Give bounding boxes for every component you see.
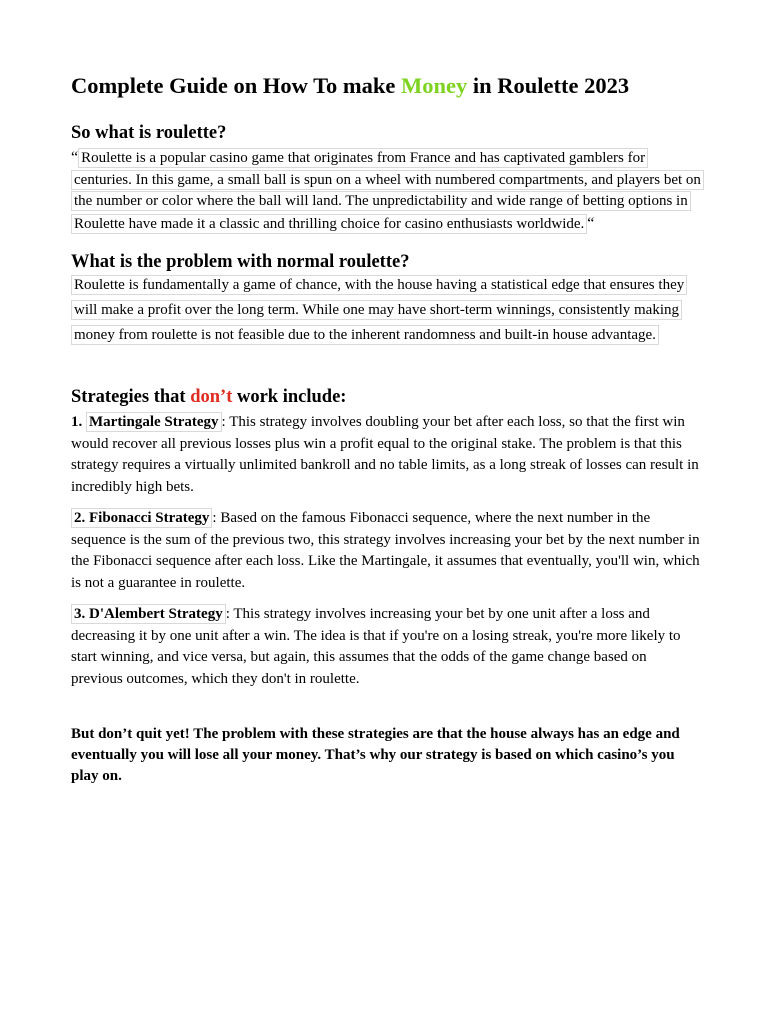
roulette-quote	[71, 147, 701, 235]
strategy-martingale	[71, 412, 701, 498]
strategy-name: Martingale Strategy	[86, 412, 222, 432]
strategy-description: : This strategy involves doubling your bet after each loss, so that the first win would recover all previous losses plus win a profit equal to the original stake. The problem is that this strategy requires a virtually unlimited bankroll and no table limits, as a long streak of losses can result in incredibly high bets.	[71, 414, 699, 495]
section-what-is-roulette	[71, 122, 701, 235]
quote-close-mark: “	[587, 214, 595, 232]
title-highlight-money: Money	[401, 73, 468, 98]
strategy-description: : This strategy involves increasing your bet by one unit after a loss and decreasing it by one unit after a win. The idea is that if you're on a losing streak, you're more likely to start winning, and vice versa, but again, this assumes that the odds of the game change based on previous outcomes, which they don't in roulette.	[71, 606, 681, 687]
problem-paragraph	[71, 273, 701, 348]
problem-text: Roulette is fundamentally a game of chance, with the house having a statistical edge that ensures they will make a profit over the long term. While one may have short-term winnings, consistently making money from roulette is not feasible due to the inherent randomness and built-in house advantage.	[71, 275, 687, 345]
section1-heading: So what is roulette?	[71, 123, 227, 143]
strategy-fibonacci	[71, 508, 701, 594]
page-title	[71, 72, 629, 100]
roulette-quote-text: Roulette is a popular casino game that originates from France and has captivated gamblers for centuries. In this game, a small ball is spun on a wheel with numbered compartments, and players bet on the number or color where the ball will land. The unpredictability and wide range of betting options in Roulette have made it a classic and thrilling choice for casino enthusiasts worldwide.	[71, 148, 704, 234]
section-normal-roulette-problem	[71, 251, 701, 348]
conclusion-paragraph: But don’t quit yet! The problem with these strategies are that the house always has an edge and eventually you will lose all your money. That’s why our strategy is based on which casino’s you play on.	[71, 726, 680, 784]
strategy-dalembert	[71, 604, 701, 690]
conclusion-section	[71, 724, 701, 787]
title-text-before: Complete Guide on How To make	[71, 73, 402, 98]
section3-heading	[71, 386, 701, 408]
strategy-name: 2. Fibonacci Strategy	[71, 508, 212, 528]
title-text-after: in Roulette 2023	[467, 73, 630, 98]
strategy-description: : Based on the famous Fibonacci sequence, where the next number in the sequence is the sum of the previous two, this strategy involves increasing your bet by the next number in the Fibonacci sequence after each loss. Like the Martingale, it assumes that eventually, you'll win, which is not a guarantee in roulette.	[71, 510, 700, 591]
section-strategies	[71, 386, 701, 690]
section3-heading-after: work include:	[232, 387, 347, 407]
strategy-number: 1.	[71, 414, 83, 430]
section3-heading-before: Strategies that	[71, 387, 191, 407]
section3-heading-dont: don’t	[190, 387, 233, 407]
strategy-name: 3. D'Alembert Strategy	[71, 604, 226, 624]
quote-open-mark: “	[71, 149, 79, 166]
section2-heading: What is the problem with normal roulette?	[71, 252, 410, 272]
